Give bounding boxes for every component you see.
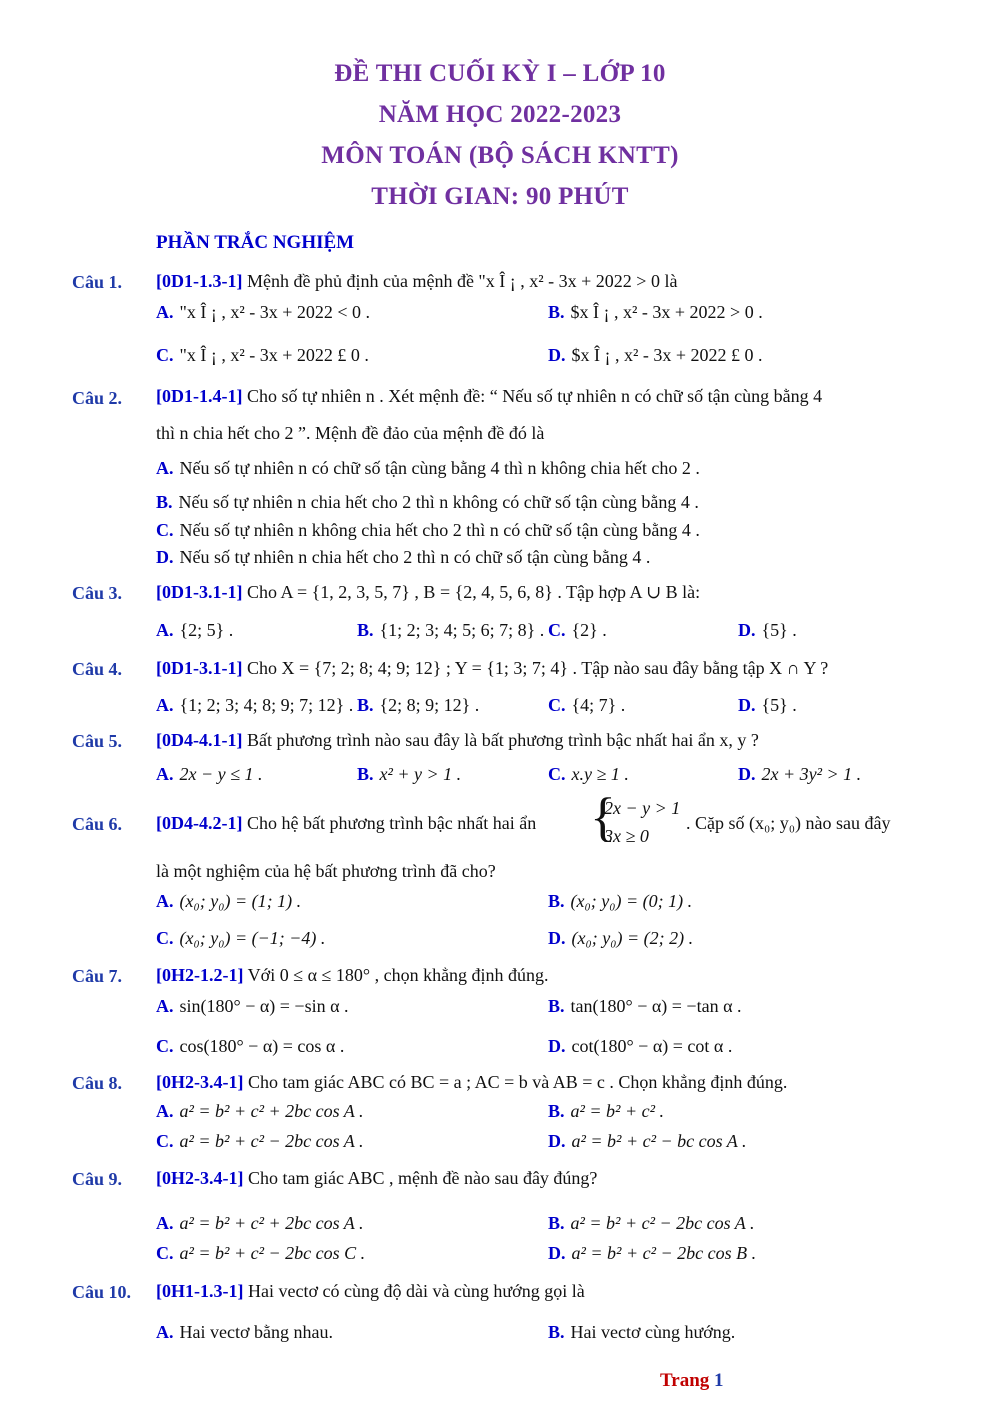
question-number: Câu 1. (72, 272, 123, 292)
option-d: D. Nếu số tự nhiên n chia hết cho 2 thì n có chữ số tận cùng bằng 4 . (156, 547, 651, 567)
option-a: A. a² = b² + c² + 2bc cos A . (156, 1101, 364, 1121)
question-number: Câu 8. (72, 1073, 123, 1093)
stem-text: Cho X = {7; 2; 8; 4; 9; 12} ; Y = {1; 3; 7; 4} . Tập nào sau đây bằng tập X ∩ Y ? (246, 658, 829, 678)
question-tag: [0H2-3.4-1] (156, 1168, 244, 1188)
question-number: Câu 7. (72, 966, 123, 986)
option-b: B. {1; 2; 3; 4; 5; 6; 7; 8} . (357, 620, 545, 640)
option-d: D. a² = b² + c² − 2bc cos B . (548, 1243, 757, 1263)
question-tag: [0H2-3.4-1] (156, 1072, 244, 1092)
option-a: A. 2x − y ≤ 1 . (156, 764, 263, 784)
option-c: C. Nếu số tự nhiên n không chia hết cho 2 thì n có chữ số tận cùng bằng 4 . (156, 520, 700, 540)
option-a: A. Hai vectơ bằng nhau. (156, 1322, 333, 1342)
question-number: Câu 6. (72, 814, 123, 834)
subject: MÔN TOÁN (BỘ SÁCH KNTT) (321, 142, 679, 169)
question-tag: [0D4-4.2-1] (156, 813, 243, 833)
left-brace: { (590, 787, 616, 847)
option-d: D. a² = b² + c² − bc cos A . (548, 1131, 747, 1151)
option-a: A. "x Î ¡ , x² - 3x + 2022 < 0 . (156, 302, 371, 322)
option-c: C. "x Î ¡ , x² - 3x + 2022 £ 0 . (156, 345, 369, 365)
stem-text: Cho A = {1, 2, 3, 5, 7} , B = {2, 4, 5, 6, 8} . Tập hợp A ∪ B là: (246, 582, 701, 602)
option-d: D. $x Î ¡ , x² - 3x + 2022 £ 0 . (548, 345, 763, 365)
option-c: C. a² = b² + c² − 2bc cos A . (156, 1131, 364, 1151)
stem-text: Bất phương trình nào sau đây là bất phương trình bậc nhất hai ẩn x, y ? (246, 730, 759, 750)
exam-title: ĐỀ THI CUỐI KỲ I – LỚP 10 (334, 60, 666, 87)
stem-text: Cho tam giác ABC có BC = a ; AC = b và AB = c . Chọn khẳng định đúng. (247, 1072, 788, 1092)
question-tag: [0D4-4.1-1] (156, 730, 243, 750)
question-tag: [0D1-1.3-1] (156, 271, 243, 291)
option-c: C. {2} . (548, 620, 607, 640)
option-d: D. {5} . (738, 695, 797, 715)
stem-text: Mệnh đề phủ định của mệnh đề "x Î ¡ , x² - 3x + 2022 > 0 là (246, 271, 678, 291)
section-title: PHẦN TRẮC NGHIỆM (156, 232, 355, 253)
question-stem (156, 965, 549, 987)
stem-text: Cho hệ bất phương trình bậc nhất hai ẩn (246, 813, 537, 833)
option-c: C. cos(180° − α) = cos α . (156, 1036, 345, 1056)
question-stem (156, 813, 536, 835)
system-row-1: 2x − y > 1 (604, 798, 681, 818)
school-year: NĂM HỌC 2022-2023 (378, 101, 622, 128)
option-b: B. a² = b² + c² . (548, 1101, 664, 1121)
option-c: C. {4; 7} . (548, 695, 626, 715)
question-stem (156, 271, 677, 293)
question-stem (156, 730, 759, 752)
option-d: D. cot(180° − α) = cot α . (548, 1036, 733, 1056)
option-b: B. Nếu số tự nhiên n chia hết cho 2 thì n không có chữ số tận cùng bằng 4 . (156, 492, 699, 512)
question-stem (156, 1168, 597, 1190)
option-b: B. tan(180° − α) = −tan α . (548, 996, 742, 1016)
question-tag: [0H2-1.2-1] (156, 965, 244, 985)
option-d: D. 2x + 3y² > 1 . (738, 764, 862, 784)
option-b: B. (x₀; y₀) = (0; 1) . (548, 891, 693, 911)
question-tag: [0D1-3.1-1] (156, 582, 243, 602)
duration: THỜI GIAN: 90 PHÚT (371, 183, 629, 210)
stem-text-line2: thì n chia hết cho 2 ”. Mệnh đề đảo của mệnh đề đó là (156, 423, 545, 443)
stem-text: Hai vectơ có cùng độ dài và cùng hướng gọi là (247, 1281, 585, 1301)
page-label: Trang (660, 1370, 710, 1391)
inequality-system (590, 787, 686, 852)
stem-text: Với 0 ≤ α ≤ 180° , chọn khẳng định đúng. (247, 965, 549, 985)
option-b: B. x² + y > 1 . (357, 764, 462, 784)
option-a: A. Nếu số tự nhiên n có chữ số tận cùng bằng 4 thì n không chia hết cho 2 . (156, 458, 700, 478)
option-c: C. (x₀; y₀) = (−1; −4) . (156, 928, 326, 948)
option-d: D. (x₀; y₀) = (2; 2) . (548, 928, 694, 948)
option-c: C. a² = b² + c² − 2bc cos C . (156, 1243, 366, 1263)
question-stem (156, 1281, 585, 1303)
question-stem (156, 658, 828, 680)
question-tag: [0D1-1.4-1] (156, 386, 243, 406)
option-a: A. a² = b² + c² + 2bc cos A . (156, 1213, 364, 1233)
option-b: B. {2; 8; 9; 12} . (357, 695, 480, 715)
question-number: Câu 3. (72, 583, 123, 603)
option-a: A. (x₀; y₀) = (1; 1) . (156, 891, 302, 911)
stem-text: Cho tam giác ABC , mệnh đề nào sau đây đúng? (247, 1168, 598, 1188)
question-number: Câu 2. (72, 388, 123, 408)
option-a: A. {1; 2; 3; 4; 8; 9; 7; 12} . (156, 695, 354, 715)
question-number: Câu 10. (72, 1282, 132, 1302)
option-c: C. x.y ≥ 1 . (548, 764, 629, 784)
question-number: Câu 4. (72, 659, 123, 679)
page-footer (660, 1370, 724, 1392)
question-number: Câu 5. (72, 731, 123, 751)
question-stem (156, 386, 822, 408)
option-a: A. sin(180° − α) = −sin α . (156, 996, 349, 1016)
question-tag: [0H1-1.3-1] (156, 1281, 244, 1301)
question-stem (156, 1072, 787, 1094)
question-stem (156, 582, 700, 604)
option-a: A. {2; 5} . (156, 620, 234, 640)
stem-text-line2: là một nghiệm của hệ bất phương trình đã cho? (156, 861, 496, 881)
system-row-2: 3x ≥ 0 (604, 826, 649, 846)
page-number: 1 (714, 1370, 724, 1391)
stem-text-post: . Cặp số (x₀; y₀) nào sau đây (686, 813, 891, 833)
question-number: Câu 9. (72, 1169, 123, 1189)
option-b: B. a² = b² + c² − 2bc cos A . (548, 1213, 755, 1233)
option-b: B. Hai vectơ cùng hướng. (548, 1322, 736, 1342)
option-d: D. {5} . (738, 620, 797, 640)
stem-text: Cho số tự nhiên n . Xét mệnh đề: “ Nếu số tự nhiên n có chữ số tận cùng bằng 4 (246, 386, 823, 406)
option-b: B. $x Î ¡ , x² - 3x + 2022 > 0 . (548, 302, 763, 322)
question-tag: [0D1-3.1-1] (156, 658, 243, 678)
